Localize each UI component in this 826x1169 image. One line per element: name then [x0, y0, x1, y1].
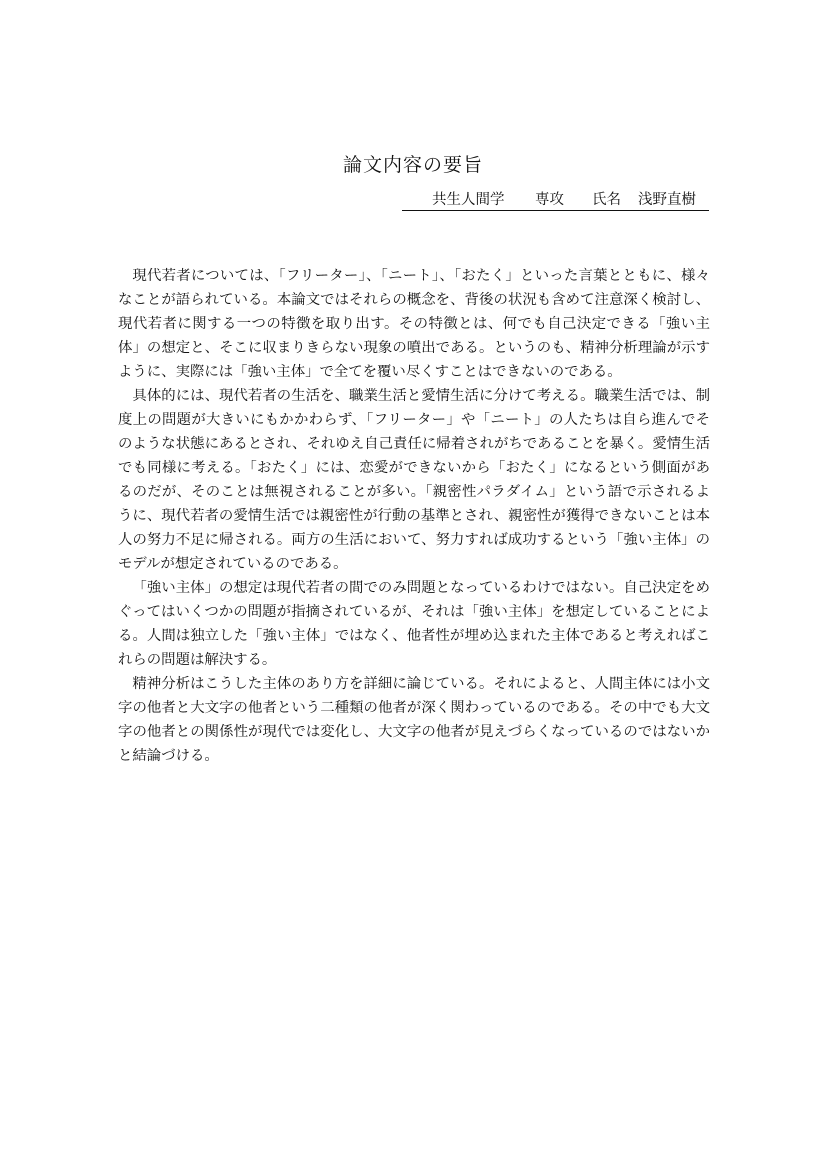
paragraph: 現代若者については、「フリーター」、「ニート」、「おたく」といった言葉とともに、様々なことが語られている。本論文ではそれらの概念を、背後の状況も含めて注意深く検討し、現代若者に関する一つの特徴を取り出す。その特徴とは、何でも自己決定できる「強い主体」の想定と、そこに収まりきらない現象の噴出である。というのも、精神分析理論が示すように、実際には「強い主体」で全てを覆い尽くすことはできないのである。: [118, 268, 710, 380]
paragraph: 具体的には、現代若者の生活を、職業生活と愛情生活に分けて考える。職業生活では、制度上の問題が大きいにもかかわらず、「フリーター」や「ニート」の人たちは自ら進んでそのような状態にあるとされ、それゆえ自己責任に帰着されがちであることを暴く。愛情生活でも同様に考える。「おたく」には、恋愛ができないから「おたく」になるという側面があるのだが、そのことは無視されることが多い。「親密性パラダイム」という語で示されるように、現代若者の愛情生活では親密性が行動の基準とされ、親密性が獲得できないことは本人の努力不足に帰される。両方の生活において、努力すれば成功するという「強い主体」のモデルが想定されているのである。: [118, 388, 710, 572]
document-title: 論文内容の要旨: [342, 154, 483, 176]
paragraph: 「強い主体」の想定は現代若者の間でのみ問題となっているわけではない。自己決定をめぐってはいくつかの問題が指摘されているが、それは「強い主体」を想定していることによる。人間は独立した「強い主体」ではなく、他者性が埋め込まれた主体であると考えればこれらの問題は解決する。: [118, 580, 710, 668]
abstract-body: [118, 264, 710, 768]
major-label: 専攻: [535, 192, 564, 208]
department-name: 共生人間学: [432, 192, 505, 208]
paragraph: 精神分析はこうした主体のあり方を詳細に論じている。それによると、人間主体には小文字の他者と大文字の他者という二種類の他者が深く関わっているのである。その中でも大文字の他者との関係性が現代では変化し、大文字の他者が見えづらくなっているのではないかと結論づける。: [118, 676, 710, 764]
author-line: [402, 190, 709, 211]
author-name: 浅野直樹: [638, 192, 696, 208]
name-label: 氏名: [592, 192, 621, 208]
